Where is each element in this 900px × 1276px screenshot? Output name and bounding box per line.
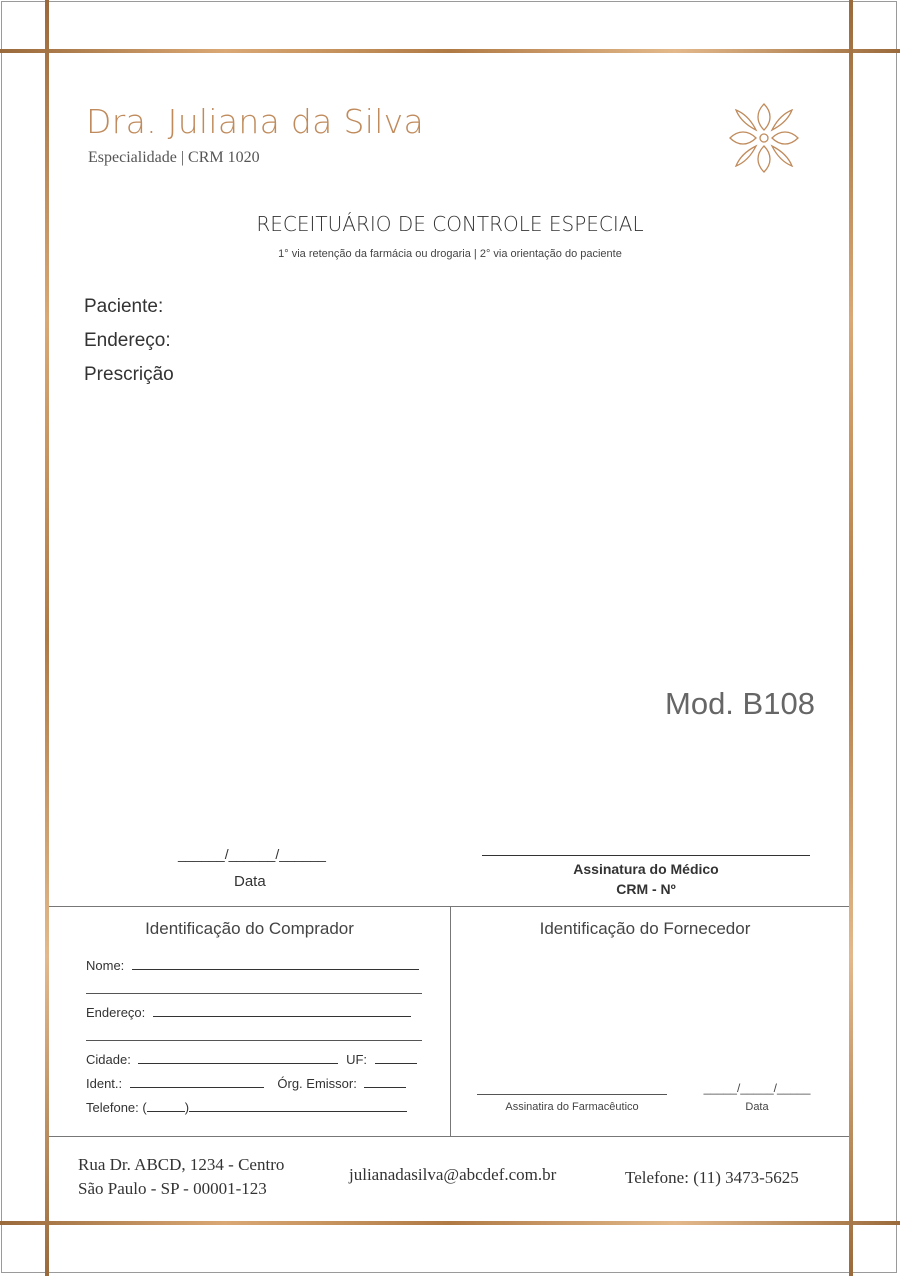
buyer-phone-line[interactable]: [189, 1099, 407, 1112]
buyer-ident-label: Ident.:: [86, 1076, 123, 1091]
buyer-address-line[interactable]: [153, 1004, 411, 1017]
buyer-uf-line[interactable]: [375, 1051, 417, 1064]
buyer-name-line[interactable]: [132, 957, 419, 970]
pharmacist-signature-label: Assinatira do Farmacêutico: [505, 1101, 639, 1113]
box-top-divider: [49, 906, 849, 907]
doctor-name: Dra. Juliana da Silva: [86, 102, 425, 141]
buyer-ident-line[interactable]: [130, 1075, 264, 1088]
buyer-city-line[interactable]: [138, 1051, 338, 1064]
buyer-city-row: [86, 1051, 417, 1067]
gold-bottom-rule: [0, 1221, 900, 1225]
address-label: Endereço:: [84, 330, 171, 351]
buyer-address-label: Endereço:: [86, 1005, 146, 1020]
supplier-heading: Identificação do Fornecedor: [539, 919, 751, 938]
doctor-specialty: Especialidade | CRM 1020: [88, 149, 260, 166]
buyer-org-line[interactable]: [364, 1075, 406, 1088]
buyer-city-label: Cidade:: [86, 1052, 131, 1067]
gold-right-rule: [849, 0, 853, 1276]
patient-label: Paciente:: [84, 296, 164, 317]
crm-label: CRM - Nº: [616, 881, 676, 897]
buyer-uf-label: UF:: [346, 1052, 368, 1067]
pharmacist-signature-line[interactable]: [477, 1094, 667, 1095]
supplier-date-blank: _____/_____/_____: [703, 1081, 811, 1095]
footer-email: julianadasilva@abcdef.com.br: [349, 1165, 557, 1184]
buyer-phone-label: Telefone: (: [86, 1100, 147, 1115]
date-blank: ______/______/______: [178, 846, 326, 862]
prescription-label: Prescrição: [84, 364, 174, 385]
buyer-name-label: Nome:: [86, 958, 125, 973]
footer-phone: Telefone: (11) 3473-5625: [625, 1168, 799, 1187]
box-bottom-divider: [49, 1136, 849, 1137]
date-label: Data: [234, 873, 266, 890]
doctor-signature-label: Assinatura do Médico: [573, 861, 719, 877]
footer-address-line2: São Paulo - SP - 00001-123: [78, 1179, 267, 1198]
footer-address-line1: Rua Dr. ABCD, 1234 - Centro: [78, 1155, 285, 1174]
form-title: RECEITUÁRIO DE CONTROLE ESPECIAL: [256, 212, 644, 236]
floral-ornament-icon: [726, 100, 802, 176]
buyer-heading: Identificação do Comprador: [145, 919, 354, 938]
model-number: Mod. B108: [665, 686, 815, 721]
buyer-org-label: Órg. Emissor:: [277, 1076, 357, 1091]
buyer-address-line-2[interactable]: [86, 1040, 422, 1041]
supplier-date-label: Data: [745, 1101, 769, 1113]
buyer-address-row: [86, 1004, 411, 1020]
doctor-signature-line: [482, 855, 810, 856]
gold-left-rule: [45, 0, 49, 1276]
form-subtitle: 1° via retenção da farmácia ou drogaria | 2° via orientação do paciente: [278, 248, 622, 260]
box-center-divider: [450, 906, 451, 1136]
buyer-phone-area-line[interactable]: [147, 1099, 185, 1112]
buyer-phone-paren: ): [184, 1100, 190, 1115]
buyer-ident-row: [86, 1075, 406, 1091]
gold-top-rule: [0, 49, 900, 53]
buyer-name-row: [86, 957, 419, 973]
buyer-name-line-2[interactable]: [86, 993, 422, 994]
buyer-phone-row: [86, 1099, 407, 1115]
